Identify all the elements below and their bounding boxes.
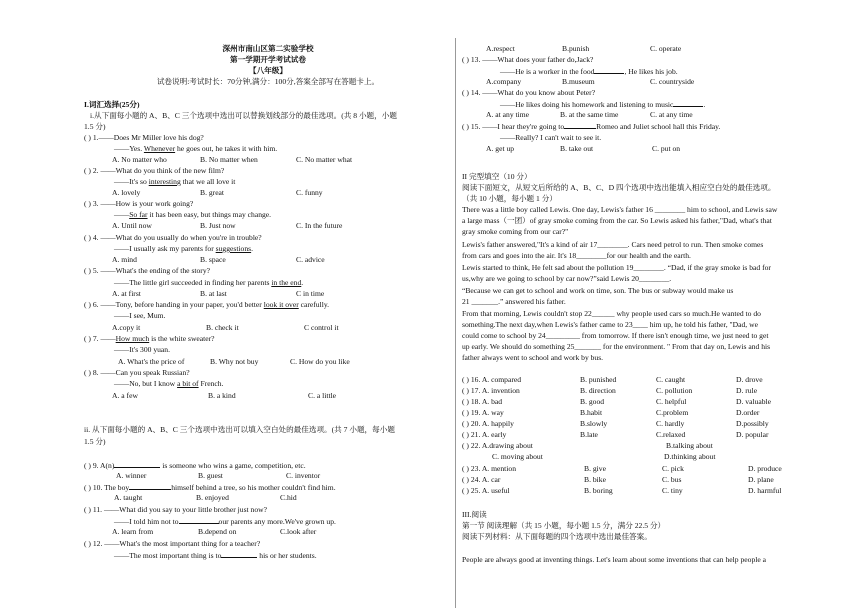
cloze-line: There was a little boy called Lewis. One day, Lewis's father 16 ________ him to school, and Lewis saw bbox=[462, 205, 778, 214]
part3-instructions: 阅读下列材料：从下面每题的四个选项中选出最佳答案。 bbox=[462, 532, 652, 541]
exam-title: 第一学期开学考试试卷 bbox=[230, 55, 306, 64]
q12-stem: ( ) 12. ——What's the most important thing for a teacher? bbox=[84, 539, 261, 548]
cloze-line: 21 _______.” answered his father. bbox=[462, 297, 566, 306]
cloze-line: From that morning, Lewis couldn't stop 22______ why people used cars so much.He wanted to do bbox=[462, 309, 761, 318]
right-column: A.respect B.punish C. operate ( ) 13. ——What does your father do,Jack? ——He is a worker in the food , He likes his job. A.company B.museum C. countryside ( ) 14. ——What do you know about Peter? ——He likes doing his homework and listening to music . A. at any time B. at the same time C. at any time ( ) 15. ——I hear they're going to Romeo and Juliet school hall this Friday. ——Really? I can't wait to see it. A. get up B. take out C. put on II 完型填空（10 分） 阅读下面短文，从短文后所给的 A、B、C、D 四个选项中选出能填入相应空白处的最佳选项。 （共 10 小题，每小题 1 分） There was a little boy called Lewis. One day, Lewis's father 16 ________ him to school, and Lewis saw a large mass（一团）of gray smoke coming from the car. So Lewis asked his father,"Dad, what's that gray smoke coming from our car?" Lewis's father answered,"It's a kind of air 17________. Cars need petrol to run. Then smoke comes from cars and goes into the air. It's 18________for our health and the earth. Lewis started to think, He felt sad about the pollution 19________. “Dad, if the gray smoke is bad for us,why are we going to school by car now?”said Lewis 20________. “Because we can get to school and work on time, son. The bus or subway would make us 21 _______.” answered his father. From that morning, Lewis couldn't stop 22______ why people used cars so much.He wanted to do something.The next day,when Lewis's father came to 23____ him up, he told his father, "Dad, we could come to school by 24_________ from tomorrow. If there isn't enough time, we just need to get up early. We should do something 25_______ for the environment. " From that day on, Lewis and his father always went to school and work by bus. ( ) 16. A. compared B. punished C. caught D. drove ( ) 17. A. invention B. direction C. pollution D. rule ( ) 18. A. bad B. good C. helpful D. valuable ( ) 19. A. way B.habit C.problem D.order ( ) 20. A. happily B.slowly C. hardly D.possibly ( ) 21. A. early B.late C.relaxed D. popular ( ) 22. A.drawing about B.talking about C. moving about D.thinking about ( ) 23. A. mention B. give C. pick D. produce ( ) 24. A. car B. bike C. bus D. plane ( ) 25. A. useful B. boring C. tiny D. harmful III.阅读 第一节 阅读理解（共 15 小题，每小题 1.5 分，满分 22.5 分） 阅读下列材料：从下面每题的四个选项中选出最佳答案。 People are always good at inventing things. Let's learn about some inventions that can help people a bbox=[462, 44, 782, 564]
q14-stem: ( ) 14. ——What do you know about Peter? bbox=[462, 88, 596, 97]
cloze-line: could come to school by 24_________ from tomorrow. If there isn't enough time, we just need to get bbox=[462, 331, 769, 340]
section-ii-intro-cont: 1.5 分) bbox=[84, 437, 106, 446]
section-i-intro: i.从下面每小题的 A、B、C 三个选项中选出可以替换划线部分的最佳选项。(共 8 小题，小题 bbox=[90, 111, 397, 120]
exam-instructions: 试卷说明:考试时长：70分钟,满分：100分,答案全部写在答题卡上。 bbox=[156, 77, 380, 86]
part2-title: II 完型填空（10 分） bbox=[462, 172, 532, 181]
part3-title: III.阅读 bbox=[462, 510, 487, 519]
q5-stem: ( ) 5. ——What's the ending of the story? bbox=[84, 266, 211, 275]
q6-answer-line: ——I see, Mum. bbox=[114, 311, 166, 320]
q7-stem: ( ) 7. ——How much is the white sweater? bbox=[84, 334, 215, 343]
q15-stem: ( ) 15. ——I hear they're going to Romeo and Juliet school hall this Friday. bbox=[462, 122, 721, 131]
cloze-line: us,why are we going to school by car now?”said Lewis 20________. bbox=[462, 274, 672, 283]
cloze-line: father always went to school and work by bus. bbox=[462, 353, 604, 362]
q11-answer-line: ——I told him not to our parents any more.We've grown up. bbox=[114, 517, 336, 526]
q6-stem: ( ) 6. ——Tony, before handing in your paper, you'd better look it over carefully. bbox=[84, 300, 330, 309]
q14-answer-line: ——He likes doing his homework and listening to music . bbox=[500, 100, 706, 109]
left-column: 深州市南山区第二实验学校 第一学期开学考试试卷 【八年级】 试卷说明:考试时长：70分钟,满分：100分,答案全部写在答题卡上。 I.词汇选择(25分) i.从下面每小题的 A、B、C 三个选项中选出可以替换划线部分的最佳选项。(共 8 小题，小题 1.5 分) ( ) 1.——Does Mr Miller love his dog? ——Yes. Whenever he goes out, he takes it with him. A. No matter who B. No matter when C. No matter what ( ) 2. ——What do you think of the new film? ——It's so interesting that we all love it A. lovely B. great C. funny ( ) 3. ——How is your work going? ——So far it has been easy, but things may change. A. Until now B. Just now C. In the future ( ) 4. ——What do you usually do when you're in trouble? ——I usually ask my parents for suggestions. A. mind B. space C. advice ( ) 5. ——What's the ending of the story? ——The little girl succeeded in finding her parents in the end. A. at first B. at last C in time ( ) 6. ——Tony, before handing in your paper, you'd better look it over carefully. ——I see, Mum. A.copy it B. check it C control it ( ) 7. ——How much is the white sweater? ——It's 300 yuan. A. What's the price of B. Why not buy C. How do you like ( ) 8. ——Can you speak Russian? ——No, but I know a bit of French. A. a few B. a kind C. a little ii. 从下面每小题的 A、B、C 三个选项中选出可以填入空白处的最佳选项。(共 7 小题，每小题 1.5 分) ( ) 9. A(n) is someone who wins a game, competition, etc. A. winner B. guest C. inventor ( ) 10. The boy himself behind a tree, so his mother couldn't find him. A. taught B. enjoyed C.hid ( ) 11. ——What did you say to your little brother just now? ——I told him not to our parents any more.We've grown up. A. learn from B.depend on C.look after ( ) 12. ——What's the most important thing for a teacher? ——The most important thing is to his or her students. bbox=[84, 0, 452, 608]
q8-answer-line: ——No, but I know a bit of French. bbox=[114, 379, 224, 388]
part1-title: I.词汇选择(25分) bbox=[84, 100, 140, 109]
reading-passage-line: People are always good at inventing things. Let's learn about some inventions that can help people a bbox=[462, 555, 766, 564]
q1-answer-line: ——Yes. Whenever he goes out, he takes it with him. bbox=[114, 144, 278, 153]
section-ii-intro: ii. 从下面每小题的 A、B、C 三个选项中选出可以填入空白处的最佳选项。(共 7 小题，每小题 bbox=[84, 425, 395, 434]
q13-answer-line: ——He is a worker in the food , He likes his job. bbox=[500, 67, 678, 76]
cloze-line: from cars and goes into the air. It's 18________for our health and the earth. bbox=[462, 251, 691, 260]
q1-stem: ( ) 1.——Does Mr Miller love his dog? bbox=[84, 133, 204, 142]
part2-intro: 阅读下面短文，从短文后所给的 A、B、C、D 四个选项中选出能填入相应空白处的最佳选项。 bbox=[462, 183, 776, 192]
cloze-line: a large mass（一团）of gray smoke coming from the car. So Lewis asked his father,"Dad, what's that bbox=[462, 216, 772, 225]
grade-label: 【八年级】 bbox=[249, 66, 287, 75]
cloze-line: gray smoke coming from our car?" bbox=[462, 227, 569, 236]
q8-stem: ( ) 8. ——Can you speak Russian? bbox=[84, 368, 190, 377]
section-i-intro-cont: 1.5 分) bbox=[84, 122, 106, 131]
q12-answer-line: ——The most important thing is to his or her students. bbox=[114, 551, 317, 560]
cloze-line: up early. We should do something 25_______ for the environment. " From that day on, Lewis and his bbox=[462, 342, 771, 351]
q11-stem: ( ) 11. ——What did you say to your little brother just now? bbox=[84, 505, 267, 514]
cloze-line: Lewis started to think, He felt sad about the pollution 19________. “Dad, if the gray smoke is bad for bbox=[462, 263, 771, 272]
column-divider bbox=[455, 38, 456, 608]
cloze-line: something.The next day,when Lewis's father came to 23____ him up, he told his father, "Dad, we bbox=[462, 320, 758, 329]
part3-section1: 第一节 阅读理解（共 15 小题，每小题 1.5 分，满分 22.5 分） bbox=[462, 521, 666, 530]
q3-stem: ( ) 3. ——How is your work going? bbox=[84, 199, 194, 208]
q15-answer-line: ——Really? I can't wait to see it. bbox=[500, 133, 602, 142]
part2-intro-cont: （共 10 小题，每小题 1 分） bbox=[462, 194, 557, 203]
school-name: 深州市南山区第二实验学校 bbox=[222, 44, 314, 53]
cloze-line: Lewis's father answered,"It's a kind of air 17________. Cars need petrol to run. Then smoke comes bbox=[462, 240, 764, 249]
q10-stem: ( ) 10. The boy himself behind a tree, so his mother couldn't find him. bbox=[84, 483, 336, 492]
q3-answer-line: ——So far it has been easy, but things may change. bbox=[114, 210, 272, 219]
q7-answer-line: ——It's 300 yuan. bbox=[114, 345, 170, 354]
q2-answer-line: ——It's so interesting that we all love it bbox=[114, 177, 236, 186]
q5-answer-line: ——The little girl succeeded in finding her parents in the end. bbox=[114, 278, 304, 287]
q4-answer-line: ——I usually ask my parents for suggestions. bbox=[114, 244, 254, 253]
cloze-line: “Because we can get to school and work on time, son. The bus or subway would make us bbox=[462, 286, 734, 295]
q2-stem: ( ) 2. ——What do you think of the new film? bbox=[84, 166, 225, 175]
q9-stem: ( ) 9. A(n) is someone who wins a game, competition, etc. bbox=[84, 461, 306, 470]
q4-stem: ( ) 4. ——What do you usually do when you're in trouble? bbox=[84, 233, 262, 242]
q13-stem: ( ) 13. ——What does your father do,Jack? bbox=[462, 55, 594, 64]
